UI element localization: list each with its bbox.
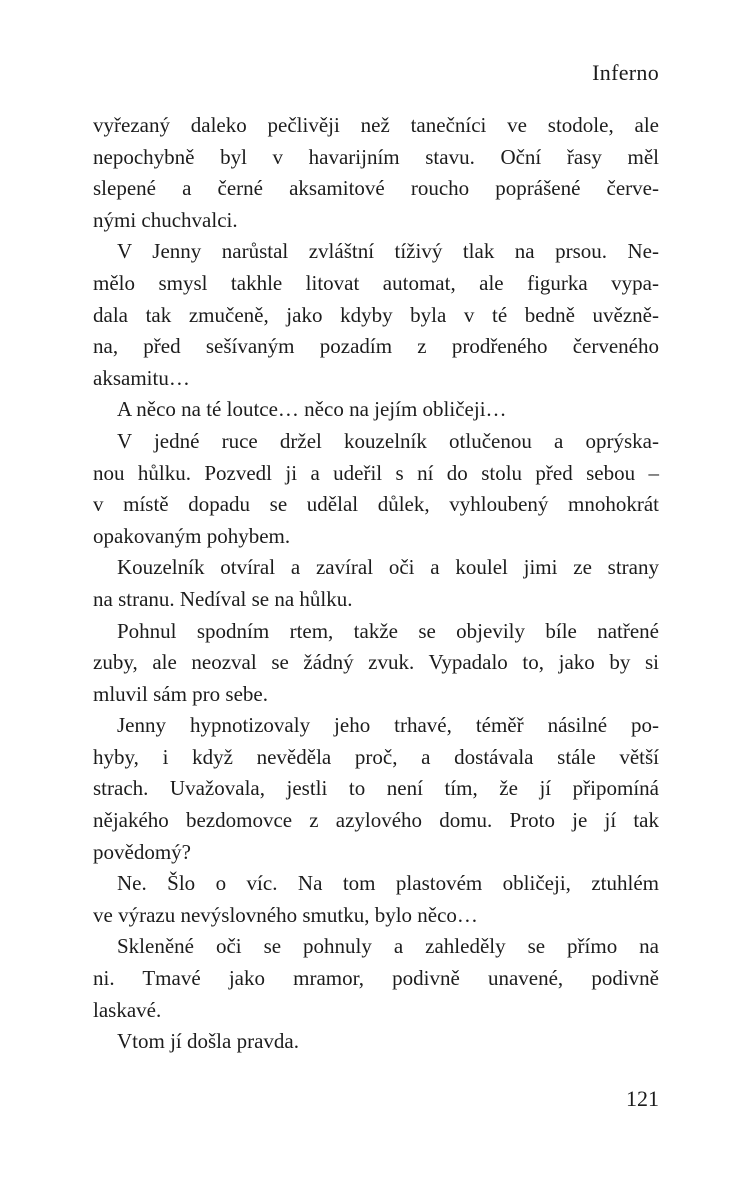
- text-line: V Jenny narůstal zvláštní tíživý tlak na prsou. Ne-: [117, 239, 659, 264]
- text-line: povědomý?: [93, 839, 191, 864]
- text-line: mluvil sám pro sebe.: [93, 681, 268, 706]
- text-line: na, před sešívaným pozadím z prodřeného červeného: [93, 334, 659, 359]
- text-line: Vtom jí došla pravda.: [117, 1029, 299, 1054]
- text-line: nějakého bezdomovce z azylového domu. Proto je jí tak: [93, 808, 659, 833]
- text-line: Ne. Šlo o víc. Na tom plastovém obličeji, ztuhlém: [117, 871, 659, 896]
- text-line: slepené a černé aksamitové roucho poprášené červe-: [93, 176, 659, 201]
- text-line: strach. Uvažovala, jestli to není tím, že jí připomíná: [93, 776, 659, 801]
- text-line: Pohnul spodním rtem, takže se objevily bíle natřené: [117, 618, 659, 643]
- text-line: vyřezaný daleko pečlivěji než tanečníci ve stodole, ale: [93, 113, 659, 137]
- text-line: aksamitu…: [93, 365, 190, 390]
- text-line: A něco na té loutce… něco na jejím obličeji…: [117, 397, 507, 422]
- text-line: hyby, i když nevěděla proč, a dostávala stále větší: [93, 744, 659, 769]
- text-line: mělo smysl takhle litovat automat, ale figurka vypa-: [93, 270, 659, 295]
- text-line: dala tak zmučeně, jako kdyby byla v té bedně uvězně-: [93, 302, 659, 327]
- page-body: [93, 110, 659, 1058]
- text-line: ni. Tmavé jako mramor, podivně unavené, podivně: [93, 966, 659, 991]
- text-line: laskavé.: [93, 997, 162, 1022]
- text-line: zuby, ale neozval se žádný zvuk. Vypadalo to, jako by si: [93, 650, 659, 675]
- text-line: nou hůlku. Pozvedl ji a udeřil s ní do stolu před sebou –: [93, 460, 659, 485]
- text-line: Kouzelník otvíral a zavíral oči a koulel jimi ze strany: [117, 555, 659, 580]
- running-header: Inferno: [592, 60, 659, 85]
- text-line: V jedné ruce držel kouzelník otlučenou a oprýska-: [117, 428, 659, 453]
- text-line: na stranu. Nedíval se na hůlku.: [93, 586, 353, 611]
- text-line: Skleněné oči se pohnuly a zahleděly se přímo na: [117, 934, 659, 959]
- text-line: opakovaným pohybem.: [93, 523, 291, 548]
- text-line: nepochybně byl v havarijním stavu. Oční řasy měl: [93, 144, 659, 169]
- text-line: ve výrazu nevýslovného smutku, bylo něco…: [93, 902, 478, 927]
- text-line: v místě dopadu se udělal důlek, vyhloubený mnohokrát: [93, 492, 659, 517]
- text-line: nými chuchvalci.: [93, 207, 238, 232]
- page-number: 121: [626, 1086, 659, 1111]
- text-line: Jenny hypnotizovaly jeho trhavé, téměř násilné po-: [117, 713, 659, 738]
